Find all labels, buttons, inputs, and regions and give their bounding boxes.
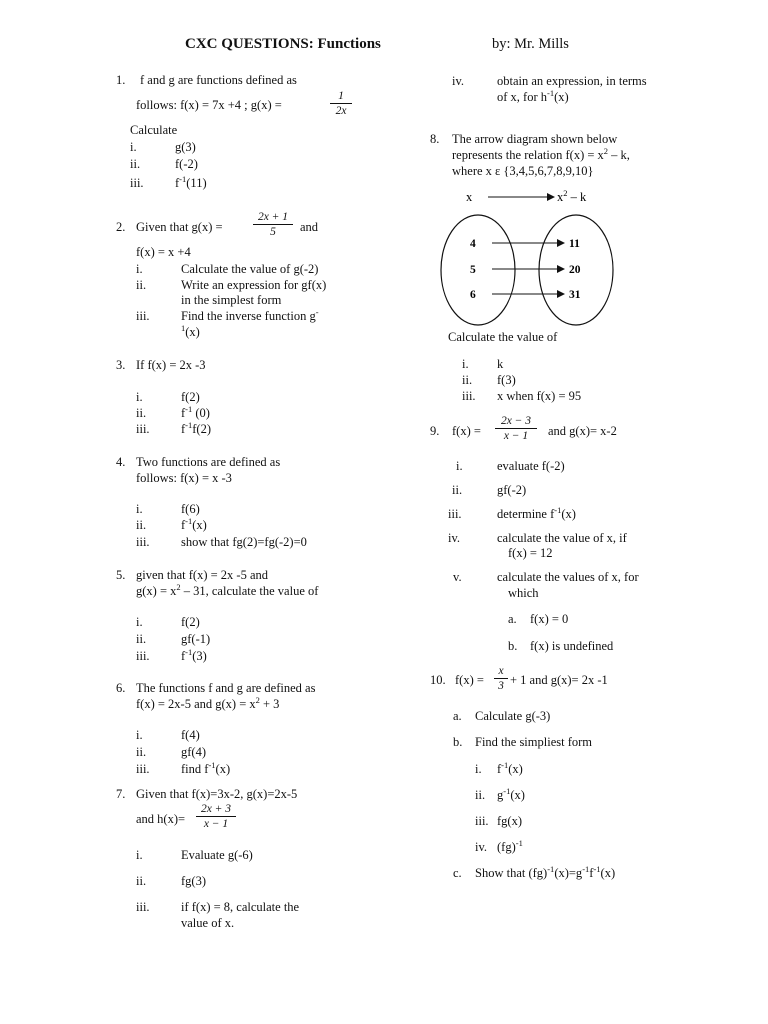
q6-item-text xyxy=(181,762,230,776)
q6-item-text: gf(4) xyxy=(181,745,206,759)
q9-item-text xyxy=(497,507,576,521)
q3-lead: If f(x) = 2x -3 xyxy=(136,358,206,372)
q5-text-line2 xyxy=(136,584,318,598)
q7-item-text: if f(x) = 8, calculate the xyxy=(181,900,300,914)
superscript: -1 xyxy=(185,647,193,657)
q10-b-item-text xyxy=(497,840,523,854)
q1-item-num: iii. xyxy=(130,176,144,190)
line-text-after: (x) xyxy=(554,90,569,104)
q2-item-text: Calculate the value of g(-2) xyxy=(181,262,319,276)
q10-a-num: a. xyxy=(453,709,462,723)
q2-item-num: ii. xyxy=(136,278,147,292)
q3-item-num: ii. xyxy=(136,406,147,420)
q4-text-line1: Two functions are defined as xyxy=(136,455,281,469)
q9-number: 9. xyxy=(430,424,440,438)
q2-item-text xyxy=(181,309,319,323)
diagram-x-label: x xyxy=(466,190,473,204)
q9-item-num: iii. xyxy=(448,507,462,521)
q9-subitem-num: a. xyxy=(508,612,517,626)
q2-item-num: i. xyxy=(136,262,143,276)
q3-item-text xyxy=(181,406,210,420)
item-text-after: (11) xyxy=(186,176,207,190)
q4-item-num: iii. xyxy=(136,535,150,549)
item-text-after: (x) xyxy=(508,762,523,776)
q9-lead: f(x) = xyxy=(452,424,481,438)
q9-item-text: f(x) = 12 xyxy=(508,546,553,560)
item-text-after: (x) xyxy=(510,788,525,802)
line-text: represents the relation f(x) = x xyxy=(452,148,604,162)
q7-text-line1: Given that f(x)=3x-2, g(x)=2x-5 xyxy=(136,787,298,801)
q4-item-text: show that fg(2)=fg(-2)=0 xyxy=(181,535,307,549)
superscript: -1 xyxy=(515,838,523,848)
domain-value: 6 xyxy=(470,289,476,301)
q9-item-num: iv. xyxy=(448,531,461,545)
superscript: -1 xyxy=(179,174,187,184)
domain-ellipse xyxy=(441,215,515,325)
superscript: -1 xyxy=(208,760,216,770)
fraction-numerator: 2x + 3 xyxy=(200,803,232,815)
q7-item-num: iii. xyxy=(136,900,150,914)
range-value: 11 xyxy=(569,238,580,250)
q7-item-num: ii. xyxy=(136,874,147,888)
q5-item-num: i. xyxy=(136,615,143,629)
q6-item-num: i. xyxy=(136,728,143,742)
range-value: 31 xyxy=(569,289,581,301)
q4-item-text xyxy=(181,518,207,532)
line-text: g(x) = x xyxy=(136,584,177,598)
q8-number: 8. xyxy=(430,132,440,146)
q8-text-line2 xyxy=(452,148,630,162)
q8-item-num: ii. xyxy=(462,373,473,387)
fraction-numerator: 2x − 3 xyxy=(500,415,532,427)
q1-text-line2: follows: f(x) = 7x +4 ; g(x) = xyxy=(136,98,282,112)
q10-b-num: b. xyxy=(453,735,463,749)
q7-h-fraction xyxy=(196,803,236,830)
line-text: of x, for h xyxy=(497,90,547,104)
q9-item-num: v. xyxy=(453,570,462,584)
author-byline: by: Mr. Mills xyxy=(492,36,569,52)
q10-number: 10. xyxy=(430,673,446,687)
q5-item-text: gf(-1) xyxy=(181,632,211,646)
item-text-after: (0) xyxy=(192,406,210,420)
q8-text-line1: The arrow diagram shown below xyxy=(452,132,618,146)
q2-and: and xyxy=(300,220,319,234)
item-text: g xyxy=(497,788,504,802)
superscript: -1 xyxy=(185,420,193,430)
fraction-denominator: x − 1 xyxy=(503,430,529,442)
q8-calculate: Calculate the value of xyxy=(448,330,558,344)
q10-lead: f(x) = xyxy=(455,673,484,687)
q6-item-text: f(4) xyxy=(181,728,200,742)
q4-number: 4. xyxy=(116,455,126,469)
q10-b-item-num: i. xyxy=(475,762,482,776)
fraction-denominator: 5 xyxy=(270,226,276,238)
q10-b-item-num: ii. xyxy=(475,788,486,802)
q9-f-fraction xyxy=(495,415,537,442)
q9-item-text: calculate the value of x, if xyxy=(497,531,627,545)
q1-item-text: f(-2) xyxy=(175,157,198,171)
q9-subitem-num: b. xyxy=(508,639,518,653)
q8-text-line3: where x ε {3,4,5,6,7,8,9,10} xyxy=(452,164,594,178)
q8-item-num: iii. xyxy=(462,389,476,403)
q3-number: 3. xyxy=(116,358,126,372)
q7-iv-number: iv. xyxy=(452,74,465,88)
q6-text-line2 xyxy=(136,697,279,711)
item-text: (fg) xyxy=(497,840,516,854)
q1-item-text xyxy=(175,176,207,190)
q8-item-text: x when f(x) = 95 xyxy=(497,389,582,403)
q1-g-fraction xyxy=(330,90,352,117)
q6-number: 6. xyxy=(116,681,126,695)
q10-a-text: Calculate g(-3) xyxy=(475,709,551,723)
q7-item-num: i. xyxy=(136,848,143,862)
superscript: -1 xyxy=(185,516,193,526)
q8-item-text: f(3) xyxy=(497,373,516,387)
item-text: find f xyxy=(181,762,209,776)
q9-item-num: i. xyxy=(456,459,463,473)
q8-item-num: i. xyxy=(462,357,469,371)
line-text-after: – k, xyxy=(608,148,630,162)
q10-c-text: Show that $(fg)^{-1}(x)=g^{-1}f^{-1}(x)$ xyxy=(475,864,616,880)
superscript: 2 xyxy=(255,695,260,705)
item-text-after: (x) xyxy=(185,325,200,339)
q10-b-item-text xyxy=(497,762,523,776)
q2-item-text xyxy=(181,325,200,339)
q10-b-item-text xyxy=(497,788,525,802)
q1-text-line1: f and g are functions defined as xyxy=(140,73,297,87)
item-text: f xyxy=(181,422,186,436)
item-text: determine f xyxy=(497,507,555,521)
item-text-after: (x) xyxy=(192,518,207,532)
item-text-after: (x) xyxy=(561,507,576,521)
q7-iv-line2 xyxy=(497,90,569,104)
q7-iv-line1: obtain an expression, in terms xyxy=(497,74,647,88)
item-text: f xyxy=(497,762,502,776)
q10-c-num: c. xyxy=(453,866,462,880)
q7-number: 7. xyxy=(116,787,126,801)
superscript: -1 xyxy=(185,404,193,414)
superscript: -1 xyxy=(501,760,509,770)
q9-item-text: evaluate f(-2) xyxy=(497,459,565,473)
q9-item-text: gf(-2) xyxy=(497,483,527,497)
q3-item-text xyxy=(181,422,211,436)
page-title: CXC QUESTIONS: Functions xyxy=(185,36,381,52)
fraction-numerator: 1 xyxy=(338,90,344,102)
q6-item-num: iii. xyxy=(136,762,150,776)
fraction-denominator: 2x xyxy=(335,105,347,117)
item-text: f xyxy=(181,518,186,532)
q7-item-text: value of x. xyxy=(181,916,235,930)
q2-lead: Given that g(x) = xyxy=(136,220,223,234)
q4-text-line2: follows: f(x) = x -3 xyxy=(136,471,232,485)
q10-b-item-num: iv. xyxy=(475,840,488,854)
superscript: -1 xyxy=(554,505,562,515)
q10-f-fraction xyxy=(494,665,508,692)
q1-number: 1. xyxy=(116,73,126,87)
item-text-after: f(2) xyxy=(192,422,212,436)
item-text: f xyxy=(175,176,180,190)
q1-item-num: ii. xyxy=(130,157,141,171)
q9-item-num: ii. xyxy=(452,483,463,497)
q2-number: 2. xyxy=(116,220,126,234)
q5-item-text xyxy=(181,649,207,663)
q3-item-num: i. xyxy=(136,390,143,404)
fraction-denominator: 3 xyxy=(498,680,504,692)
line-text: f(x) = 2x-5 and g(x) = x xyxy=(136,697,256,711)
superscript: -1 xyxy=(503,786,511,796)
q1-item-text: g(3) xyxy=(175,140,196,154)
fraction-denominator: x − 1 xyxy=(203,818,229,830)
item-text: f xyxy=(181,406,186,420)
q2-item-text: in the simplest form xyxy=(181,293,282,307)
q3-item-num: iii. xyxy=(136,422,150,436)
arrow-diagram xyxy=(428,185,628,330)
superscript: 2 xyxy=(603,146,609,156)
q3-item-text: f(2) xyxy=(181,390,200,404)
diagram-fx-label: $x^2$ – k xyxy=(557,188,587,204)
q9-item-text: which xyxy=(508,586,539,600)
q10-b-text: Find the simpliest form xyxy=(475,735,593,749)
q4-item-text: f(6) xyxy=(181,502,200,516)
q1-item-num: i. xyxy=(130,140,137,154)
q10-b-item-text: fg(x) xyxy=(497,814,522,828)
q4-item-num: i. xyxy=(136,502,143,516)
superscript: - xyxy=(315,307,319,317)
q6-text-line1: The functions f and g are defined as xyxy=(136,681,316,695)
q9-item-text: calculate the values of x, for xyxy=(497,570,639,584)
q7-item-text: Evaluate g(-6) xyxy=(181,848,253,862)
line-text-after: + 3 xyxy=(259,697,280,711)
domain-value: 4 xyxy=(470,238,476,250)
q10-tail: + 1 and g(x)= 2x -1 xyxy=(510,673,608,687)
q9-subitem-text: f(x) is undefined xyxy=(530,639,614,653)
q5-number: 5. xyxy=(116,568,126,582)
q1-calculate: Calculate xyxy=(130,123,178,137)
q4-item-num: ii. xyxy=(136,518,147,532)
q8-item-text: k xyxy=(497,357,504,371)
item-text: f xyxy=(181,649,186,663)
q5-item-num: iii. xyxy=(136,649,150,663)
q7-item-text: fg(3) xyxy=(181,874,206,888)
item-text-after: (x) xyxy=(215,762,231,776)
q5-text-line1: given that f(x) = 2x -5 and xyxy=(136,568,269,582)
superscript: 2 xyxy=(176,582,181,592)
superscript: -1 xyxy=(547,88,555,98)
q10-b-item-num: iii. xyxy=(475,814,489,828)
q5-item-num: ii. xyxy=(136,632,147,646)
fraction-numerator: 2x + 1 xyxy=(257,211,289,223)
q2-g-fraction xyxy=(253,211,293,238)
q6-item-num: ii. xyxy=(136,745,147,759)
range-value: 20 xyxy=(569,264,581,276)
domain-value: 5 xyxy=(470,264,476,276)
q2-fx: f(x) = x +4 xyxy=(136,245,191,259)
item-text: Find the inverse function g xyxy=(181,309,316,323)
line-text-after: – 31, calculate the value of xyxy=(180,584,319,598)
fraction-numerator: x xyxy=(498,665,504,677)
q7-text-line2: and h(x)= xyxy=(136,812,186,826)
q2-item-text: Write an expression for gf(x) xyxy=(181,278,327,292)
q9-subitem-text: f(x) = 0 xyxy=(530,612,569,626)
q5-item-text: f(2) xyxy=(181,615,200,629)
item-text-after: (3) xyxy=(192,649,207,663)
q2-item-num: iii. xyxy=(136,309,150,323)
superscript: 1 xyxy=(181,323,186,333)
q9-tail: and g(x)= x-2 xyxy=(548,424,617,438)
